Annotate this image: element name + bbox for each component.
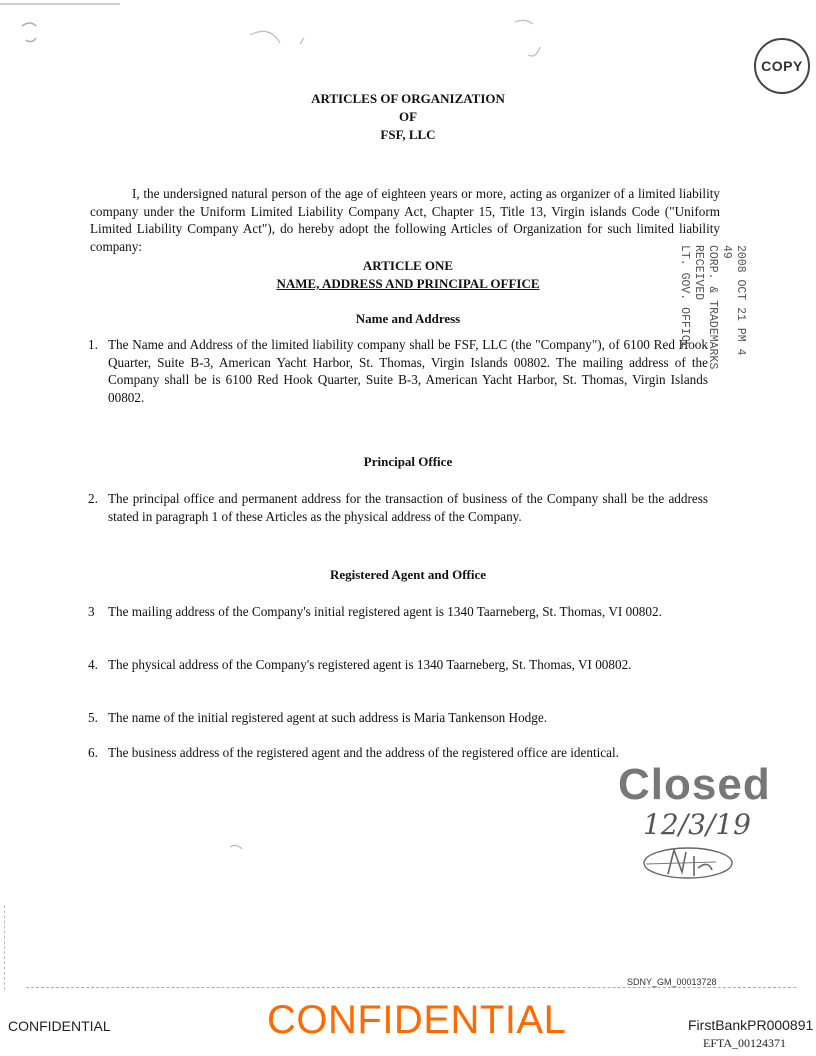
efta-id: EFTA_00124371 [703, 1036, 787, 1050]
item-number: 3 [88, 604, 95, 619]
copy-stamp [754, 38, 810, 94]
item-text: The mailing address of the Company's initial registered agent is 1340 Taarneberg, St. Thomas, VI 00802. [108, 604, 662, 619]
scan-speck [228, 842, 248, 852]
confidential-label: CONFIDENTIAL [8, 1018, 111, 1034]
title-line-1: ARTICLES OF ORGANIZATION [311, 91, 505, 106]
footer-divider [26, 987, 796, 988]
section-heading-principal-office: Principal Office [363, 454, 453, 469]
list-item [88, 709, 708, 727]
item-number: 2. [88, 491, 98, 506]
initials-scrawl [638, 838, 738, 888]
list-item [88, 603, 708, 621]
item-text: The Name and Address of the limited liability company shall be FSF, LLC (the "Company"), of 6100 Red Hook Quarter, Suite B-3, American Yacht Harbor, St. Thomas, Virgin Islands 00802. The mailing address of the Company shall be is 6100 Red Hook Quarter, Suite B-3, American Yacht Harbor, St. Thomas, Virgin Islands 00802. [108, 337, 708, 405]
item-text: The business address of the registered agent and the address of the registered office are identical. [108, 745, 619, 760]
bates-number: SDNY_GM_00013728 [624, 977, 720, 987]
section-heading-registered-agent: Registered Agent and Office [329, 567, 487, 582]
list-item [88, 744, 708, 762]
title-line-3: FSF, LLC [380, 127, 436, 142]
list-item [88, 336, 708, 406]
item-number: 6. [88, 745, 98, 760]
copy-stamp-text: COPY [761, 58, 803, 74]
received-line: RECEIVED [692, 245, 705, 301]
item-text: The physical address of the Company's registered agent is 1340 Taarneberg, St. Thomas, VI 00802. [108, 657, 632, 672]
received-stamp [627, 245, 747, 375]
margin-line [4, 905, 5, 990]
received-line: 2008 OCT 21 PM 4 49 [720, 245, 747, 356]
received-line: LT. GOV. OFFICE [678, 245, 691, 349]
article-title: ARTICLE ONE [362, 258, 454, 273]
closed-stamp: Closed [618, 760, 771, 809]
confidential-watermark: CONFIDENTIAL [267, 998, 567, 1042]
item-text: The name of the initial registered agent at such address is Maria Tankenson Hodge. [108, 710, 548, 725]
article-subtitle: NAME, ADDRESS AND PRINCIPAL OFFICE [276, 276, 540, 291]
received-line: CORP. & TRADEMARKS [706, 245, 719, 370]
firstbank-id: FirstBankPR000891 [688, 1017, 814, 1033]
document-title [0, 90, 816, 144]
title-line-2: OF [398, 109, 418, 124]
item-number: 4. [88, 657, 98, 672]
handwritten-date: 12/3/19 [643, 808, 751, 841]
section-heading-name-address: Name and Address [355, 311, 461, 326]
list-item [88, 490, 708, 525]
intro-text: I, the undersigned natural person of the age of eighteen years or more, acting as organizer of a limited liability company under the Uniform Limited Liability Company Act, Chapter 15, Title 13, Virgin islands Code ("Uniform Limited Liability Company Act"), do hereby adopt the following Articles of Organization for such limited liability company: [90, 186, 720, 254]
intro-paragraph [90, 185, 720, 255]
item-number: 5. [88, 710, 98, 725]
item-number: 1. [88, 337, 98, 352]
item-text: The principal office and permanent address for the transaction of business of the Company shall be the address stated in paragraph 1 of these Articles as the physical address of the Company. [108, 491, 708, 524]
list-item [88, 656, 708, 674]
